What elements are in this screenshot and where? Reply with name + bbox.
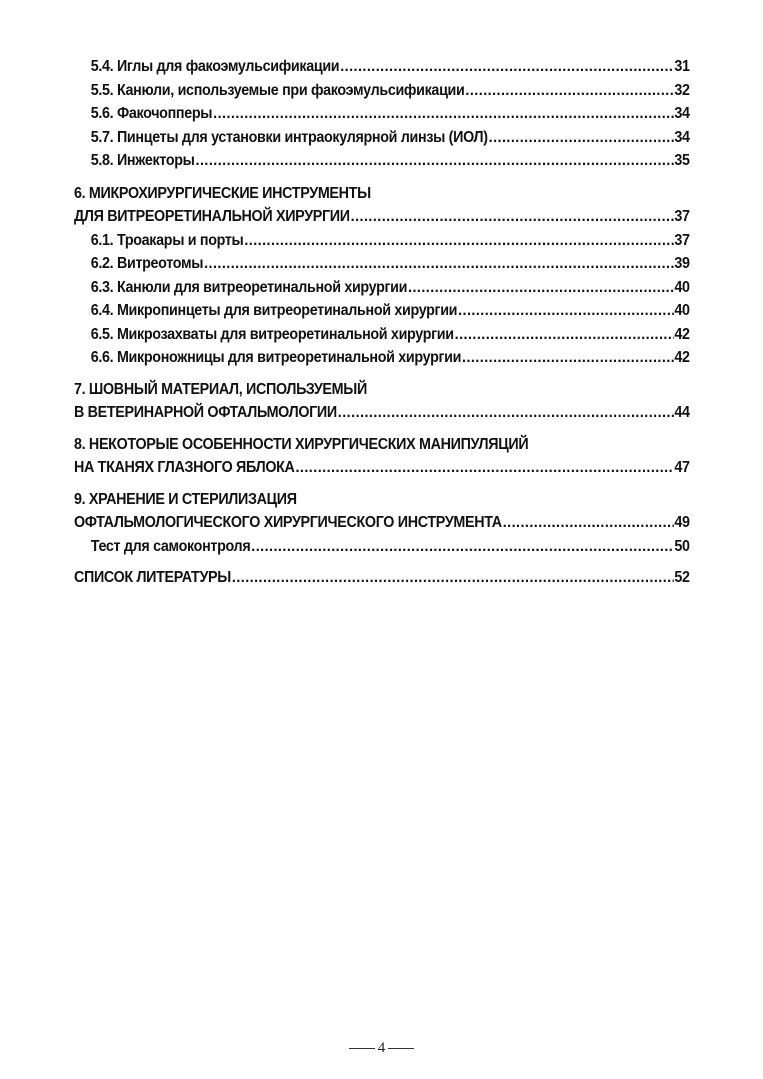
toc-entry-page: 42	[674, 349, 690, 366]
toc-entry-page: 34	[674, 128, 690, 146]
toc-entry-page: 31	[674, 58, 690, 75]
toc-group-5	[74, 55, 690, 173]
toc-section-heading-line: ДЛЯ ВИТРЕОРЕТИНАЛЬНОЙ ХИРУРГИИ	[74, 208, 350, 225]
toc-section-9	[74, 488, 690, 559]
toc-entry-page: 44	[674, 404, 690, 421]
toc-entry-page: 52	[674, 569, 690, 586]
toc-section-heading-line: НА ТКАНЯХ ГЛАЗНОГО ЯБЛОКА	[74, 459, 295, 476]
toc-section-heading-line: В ВЕТЕРИНАРНОЙ ОФТАЛЬМОЛОГИИ	[74, 404, 337, 421]
toc-leader-dots	[204, 252, 673, 276]
toc-section-entry[interactable]	[74, 511, 690, 535]
toc-entry-page: 40	[674, 302, 690, 319]
toc-entry-label: 5.4. Иглы для факоэмульсификации	[90, 58, 340, 75]
toc-section-entry[interactable]	[74, 401, 690, 425]
toc-leader-dots	[295, 456, 673, 480]
toc-entry[interactable]	[74, 126, 690, 150]
toc-leader-dots	[251, 535, 673, 559]
page-number	[0, 1040, 763, 1057]
toc-entry-page: 40	[674, 278, 690, 296]
dash-left	[349, 1048, 375, 1049]
toc-leader-dots	[458, 299, 673, 323]
toc-section-heading-line[interactable]: 8. НЕКОТОРЫЕ ОСОБЕННОСТИ ХИРУРГИЧЕСКИХ МАНИПУЛЯЦИЙ	[74, 435, 529, 453]
toc-entry-label: Тест для самоконтроля	[90, 537, 251, 555]
toc-section-7	[74, 378, 690, 425]
toc-leader-dots	[340, 55, 673, 79]
toc-entry[interactable]	[74, 276, 690, 300]
toc-leader-dots	[232, 566, 674, 590]
toc-entry-page: 32	[674, 81, 690, 99]
toc-entry-label: 6.4. Микропинцеты для витреоретинальной хирургии	[90, 302, 458, 319]
toc-section-heading-line[interactable]: 7. ШОВНЫЙ МАТЕРИАЛ, ИСПОЛЬЗУЕМЫЙ	[74, 380, 367, 398]
toc-entry-page: 39	[674, 255, 690, 272]
toc-leader-dots	[338, 401, 674, 425]
toc-leader-dots	[503, 511, 674, 535]
table-of-contents	[74, 55, 690, 590]
toc-leader-dots	[351, 205, 674, 229]
toc-leader-dots	[455, 323, 674, 347]
toc-leader-dots	[213, 102, 673, 126]
toc-entry-page: 50	[674, 537, 690, 555]
toc-leader-dots	[408, 276, 673, 300]
toc-entry[interactable]	[74, 299, 690, 323]
toc-entry-label: 6.3. Канюли для витреоретинальной хирургии	[90, 278, 408, 296]
toc-entry-label: 5.7. Пинцеты для установки интраокулярной линзы (ИОЛ)	[90, 128, 488, 146]
toc-section-6	[74, 182, 690, 370]
toc-section-entry[interactable]	[74, 566, 690, 590]
toc-entry-label: 6.2. Витреотомы	[90, 255, 204, 272]
toc-entry-page: 34	[674, 105, 690, 122]
toc-section-heading-line: ОФТАЛЬМОЛОГИЧЕСКОГО ХИРУРГИЧЕСКОГО ИНСТРУМЕНТА	[74, 514, 502, 531]
toc-entry[interactable]	[74, 79, 690, 103]
toc-entry-page: 49	[674, 514, 690, 531]
toc-leader-dots	[462, 346, 673, 370]
toc-section-heading-line[interactable]: 6. МИКРОХИРУРГИЧЕСКИЕ ИНСТРУМЕНТЫ	[74, 184, 371, 202]
toc-entry[interactable]	[74, 535, 690, 559]
toc-section-8	[74, 433, 690, 480]
toc-leader-dots	[465, 79, 673, 103]
toc-entry[interactable]	[74, 102, 690, 126]
toc-entry-page: 37	[674, 208, 690, 225]
page-number-value: 4	[377, 1040, 386, 1056]
toc-entry-label: 5.8. Инжекторы	[90, 152, 195, 169]
toc-leader-dots	[489, 126, 674, 150]
toc-entry[interactable]	[74, 252, 690, 276]
toc-entry[interactable]	[74, 229, 690, 253]
toc-entry-page: 37	[674, 231, 690, 249]
toc-section-heading-line[interactable]: 9. ХРАНЕНИЕ И СТЕРИЛИЗАЦИЯ	[74, 490, 297, 508]
toc-entry-page: 35	[674, 152, 690, 169]
toc-entry-page: 42	[674, 325, 690, 343]
toc-entry[interactable]	[74, 149, 690, 173]
dash-right	[388, 1048, 414, 1049]
toc-section-entry[interactable]	[74, 456, 690, 480]
toc-entry[interactable]	[74, 55, 690, 79]
toc-entry-label: 6.1. Троакары и порты	[90, 231, 244, 249]
toc-entry-page: 47	[674, 459, 690, 476]
toc-section-entry[interactable]	[74, 205, 690, 229]
toc-entry-label: 6.5. Микрозахваты для витреоретинальной хирургии	[90, 325, 454, 343]
toc-entry[interactable]	[74, 346, 690, 370]
toc-entry-label: 5.5. Канюли, используемые при факоэмульсификации	[90, 81, 465, 99]
toc-section-heading-line: СПИСОК ЛИТЕРАТУРЫ	[74, 569, 231, 586]
toc-entry[interactable]	[74, 323, 690, 347]
toc-entry-label: 5.6. Факочопперы	[90, 105, 213, 122]
toc-section-references	[74, 566, 690, 590]
toc-leader-dots	[196, 149, 674, 173]
toc-leader-dots	[244, 229, 673, 253]
toc-entry-label: 6.6. Микроножницы для витреоретинальной хирургии	[90, 349, 462, 366]
